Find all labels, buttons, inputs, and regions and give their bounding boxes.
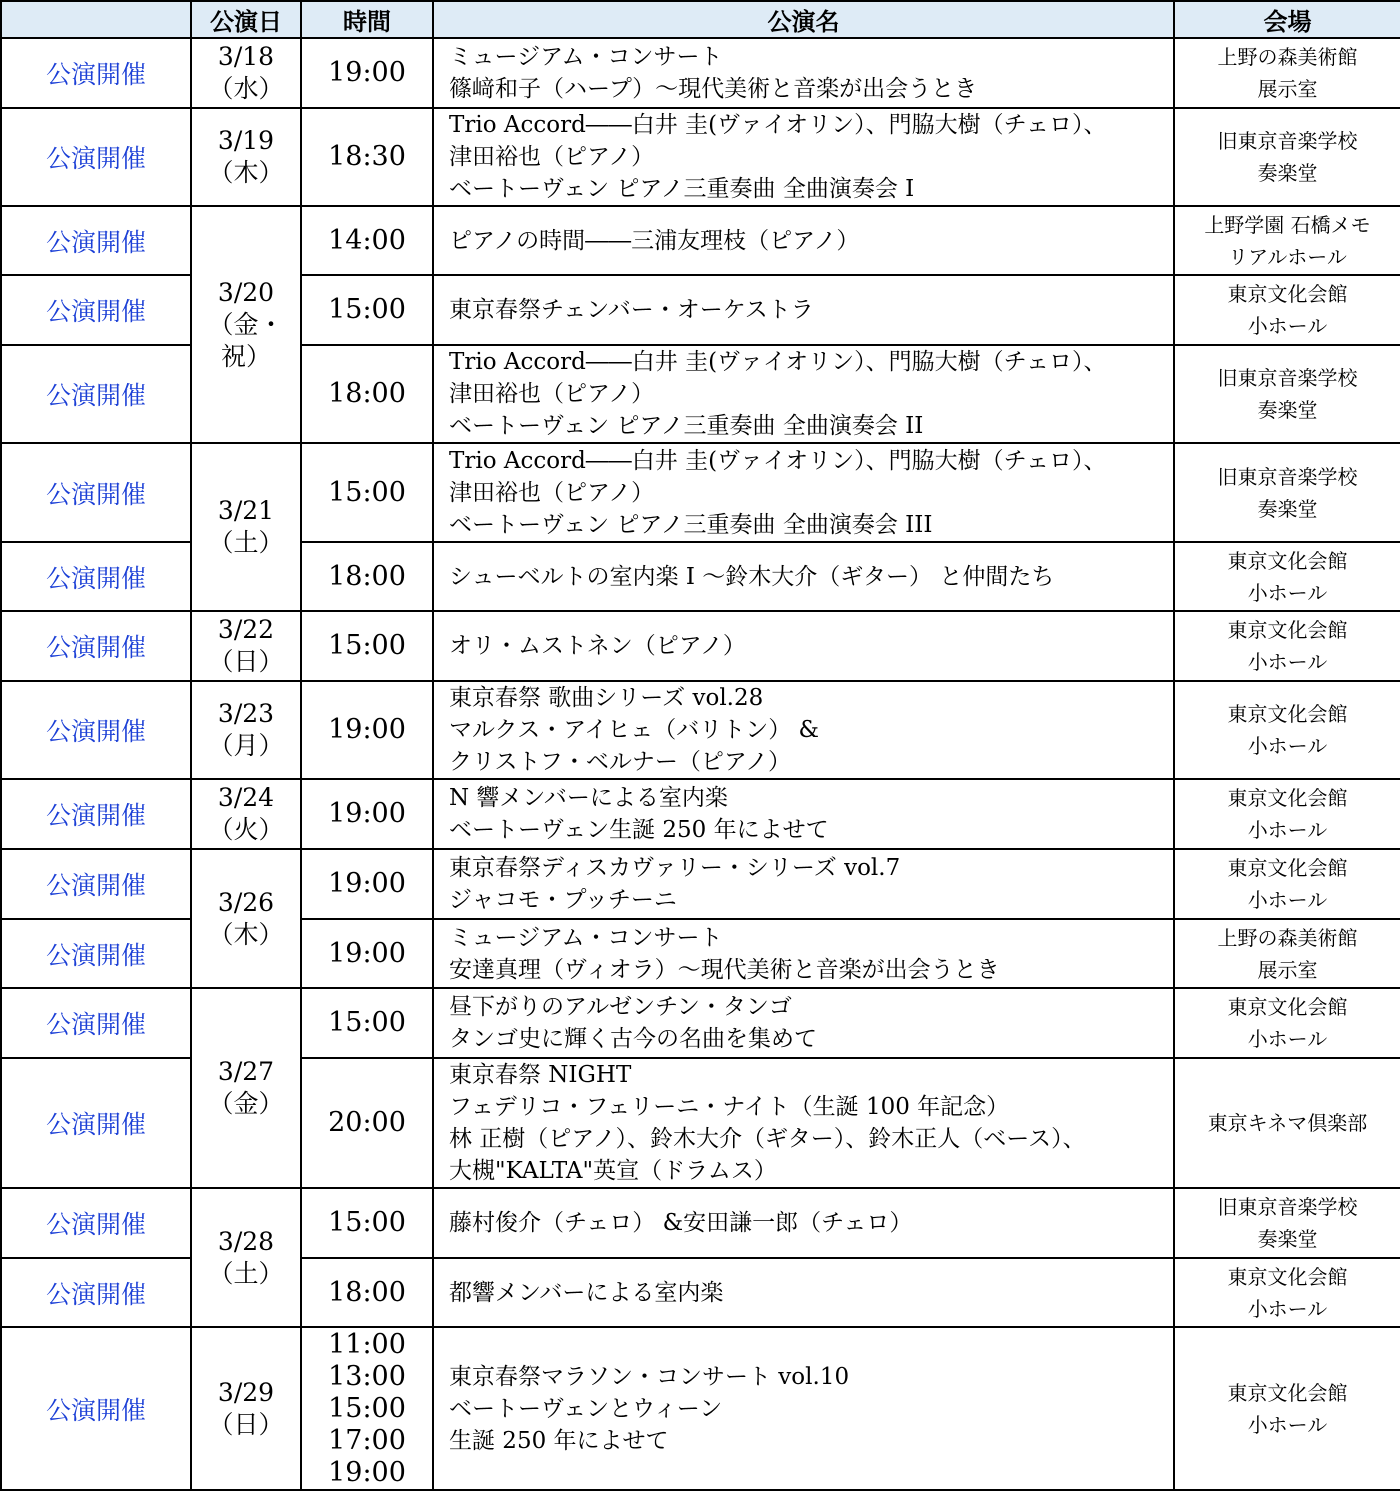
table-row: [1, 1188, 1400, 1258]
time-cell: [301, 38, 433, 108]
time-cell-line: 15:00: [328, 1392, 406, 1424]
date-cell-line: （日）: [208, 1409, 284, 1439]
title-cell: [433, 988, 1174, 1058]
venue-cell-line: 小ホール: [1247, 580, 1328, 605]
venue-cell-line: 旧東京音楽学校: [1217, 366, 1358, 390]
header-status: [1, 1, 191, 38]
venue-cell-line: 旧東京音楽学校: [1217, 1195, 1358, 1219]
venue-cell-line: 東京文化会館: [1227, 282, 1348, 306]
venue-cell: [1174, 611, 1400, 681]
time-cell-line: 15:00: [328, 1207, 406, 1238]
time-cell-line: 18:00: [328, 1276, 406, 1308]
venue-cell-line: 小ホール: [1247, 1296, 1328, 1321]
time-cell: [301, 1188, 433, 1258]
title-cell-line: 津田裕也（ピアノ）: [449, 144, 655, 170]
time-cell-line: 13:00: [328, 1360, 406, 1392]
table-row: [1, 779, 1400, 849]
date-cell-line: （土）: [208, 528, 284, 557]
time-cell: [301, 611, 433, 681]
time-cell: [301, 681, 433, 779]
date-cell-line: 3/29: [217, 1377, 275, 1407]
time-cell-line: 18:30: [328, 141, 406, 172]
title-cell-line: 東京春祭チェンバー・オーケストラ: [449, 297, 814, 323]
table-row: [1, 443, 1400, 542]
date-cell-line: 3/24: [217, 783, 275, 812]
date-cell-line: 3/28: [217, 1226, 275, 1256]
date-cell: [191, 681, 301, 779]
date-cell-line: 祝）: [220, 341, 271, 371]
venue-cell: [1174, 443, 1400, 542]
header-title: 公演名: [433, 1, 1174, 38]
table-row: [1, 38, 1400, 108]
venue-cell-line: リアルホール: [1228, 244, 1347, 269]
time-cell-line: 11:00: [328, 1328, 406, 1360]
date-cell-line: 3/21: [217, 496, 275, 525]
title-cell: [433, 779, 1174, 849]
date-cell: [191, 443, 301, 611]
status-link[interactable]: 公演開催: [1, 681, 191, 779]
date-cell-line: （土）: [208, 1258, 284, 1288]
title-cell-line: 安達真理（ヴィオラ）～現代美術と音楽が出会うとき: [449, 956, 1000, 983]
date-cell-line: （水）: [208, 74, 284, 103]
date-cell-line: 3/27: [217, 1057, 275, 1086]
venue-cell-line: 東京文化会館: [1227, 1264, 1348, 1289]
status-link[interactable]: 公演開催: [1, 988, 191, 1058]
status-link[interactable]: 公演開催: [1, 849, 191, 919]
venue-cell-line: 小ホール: [1247, 1027, 1328, 1051]
title-cell-line: ベートーヴェン ピアノ三重奏曲 全曲演奏会 III: [449, 511, 933, 538]
title-cell-line: 大槻"KALTA"英宣（ドラムス）: [449, 1158, 777, 1184]
status-link[interactable]: 公演開催: [1, 443, 191, 542]
table-row: [1, 206, 1400, 275]
date-cell-line: （金・: [208, 309, 284, 339]
time-cell: [301, 988, 433, 1058]
venue-cell-line: 東京文化会館: [1227, 618, 1348, 642]
time-cell: [301, 206, 433, 275]
title-cell-line: 津田裕也（ピアノ）: [449, 381, 655, 407]
header-row: [1, 1, 1400, 38]
status-link[interactable]: 公演開催: [1, 206, 191, 275]
title-cell-line: ベートーヴェン生誕 250 年によせて: [449, 817, 829, 843]
time-cell: [301, 1258, 433, 1327]
status-link[interactable]: 公演開催: [1, 611, 191, 681]
header-date: 公演日: [191, 1, 301, 38]
status-link[interactable]: 公演開催: [1, 919, 191, 988]
time-cell: [301, 542, 433, 611]
status-link[interactable]: 公演開催: [1, 38, 191, 108]
venue-cell-line: 東京文化会館: [1227, 856, 1348, 880]
title-cell: [433, 1327, 1174, 1490]
date-cell-line: （木）: [208, 919, 284, 949]
table-row: [1, 849, 1400, 919]
title-cell-line: N 響メンバーによる室内楽: [449, 785, 728, 811]
venue-cell-line: 東京文化会館: [1227, 1380, 1348, 1405]
date-cell-line: 3/22: [217, 615, 275, 644]
title-cell-line: ベートーヴェンとウィーン: [449, 1395, 723, 1422]
time-cell-line: 17:00: [328, 1424, 406, 1456]
venue-cell: [1174, 542, 1400, 611]
venue-cell-line: 展示室: [1257, 77, 1318, 101]
time-cell: [301, 443, 433, 542]
title-cell-line: ピアノの時間――三浦友理枝（ピアノ）: [449, 227, 860, 254]
date-cell: [191, 849, 301, 988]
title-cell-line: 生誕 250 年によせて: [449, 1427, 669, 1454]
date-cell: [191, 108, 301, 206]
title-cell-line: タンゴ史に輝く古今の名曲を集めて: [449, 1026, 817, 1052]
title-cell-line: Trio Accord――白井 圭(ヴァイオリン）、門脇大樹（チェロ）、: [449, 349, 1107, 375]
time-cell-line: 19:00: [328, 1456, 406, 1488]
title-cell: [433, 681, 1174, 779]
time-cell-line: 14:00: [328, 224, 406, 256]
time-cell: [301, 1327, 433, 1490]
venue-cell-line: 上野の森美術館: [1217, 925, 1358, 950]
status-link[interactable]: 公演開催: [1, 1258, 191, 1327]
status-link[interactable]: 公演開催: [1, 1058, 191, 1188]
title-cell: [433, 611, 1174, 681]
date-cell: [191, 988, 301, 1188]
time-cell-line: 15:00: [328, 1007, 406, 1038]
schedule-body: [1, 38, 1400, 1490]
venue-cell: [1174, 1188, 1400, 1258]
venue-cell-line: 奏楽堂: [1257, 161, 1318, 185]
title-cell-line: 林 正樹（ピアノ）、鈴木大介（ギター）、鈴木正人（ベース）、: [449, 1126, 1086, 1152]
date-cell-line: （火）: [208, 815, 284, 844]
venue-cell-line: 展示室: [1257, 957, 1318, 982]
status-link[interactable]: 公演開催: [1, 1327, 191, 1490]
time-cell-line: 19:00: [328, 714, 406, 745]
title-cell-line: 東京春祭ディスカヴァリー・シリーズ vol.7: [449, 855, 901, 881]
venue-cell-line: 小ホール: [1247, 734, 1328, 758]
date-cell-line: 3/19: [217, 126, 275, 155]
title-cell-line: オリ・ムストネン（ピアノ）: [449, 633, 746, 659]
venue-cell-line: 上野学園 石橋メモ: [1204, 212, 1371, 237]
title-cell-line: 津田裕也（ピアノ）: [449, 479, 655, 506]
status-link[interactable]: 公演開催: [1, 108, 191, 206]
venue-cell: [1174, 1058, 1400, 1188]
status-link[interactable]: 公演開催: [1, 779, 191, 849]
title-cell: [433, 275, 1174, 345]
table-row: [1, 681, 1400, 779]
title-cell-line: 東京春祭マラソン・コンサート vol.10: [449, 1363, 850, 1390]
date-cell-line: （月）: [208, 731, 284, 760]
table-row: [1, 988, 1400, 1058]
venue-cell-line: 東京文化会館: [1227, 702, 1348, 726]
time-cell-line: 18:00: [328, 560, 406, 592]
title-cell: [433, 206, 1174, 275]
time-cell-line: 15:00: [328, 476, 406, 508]
venue-cell-line: 東京文化会館: [1227, 995, 1348, 1019]
title-cell: [433, 443, 1174, 542]
venue-cell-line: 旧東京音楽学校: [1217, 464, 1358, 489]
header-venue: 会場: [1174, 1, 1400, 38]
venue-cell-line: 奏楽堂: [1257, 398, 1318, 422]
title-cell-line: 東京春祭 NIGHT: [449, 1062, 632, 1088]
date-cell-line: （金）: [208, 1089, 284, 1118]
date-cell: [191, 206, 301, 443]
title-cell: [433, 919, 1174, 988]
title-cell-line: 都響メンバーによる室内楽: [449, 1279, 724, 1306]
title-cell-line: シューベルトの室内楽 I ～鈴木大介（ギター） と仲間たち: [449, 563, 1055, 590]
date-cell: [191, 779, 301, 849]
venue-cell: [1174, 38, 1400, 108]
time-cell-line: 15:00: [328, 630, 406, 661]
title-cell-line: 藤村俊介（チェロ） &安田謙一郎（チェロ）: [449, 1210, 913, 1236]
status-link[interactable]: 公演開催: [1, 275, 191, 345]
title-cell-line: ミュージアム・コンサート: [449, 924, 723, 951]
title-cell: [433, 849, 1174, 919]
header-time: 時間: [301, 1, 433, 38]
venue-cell: [1174, 275, 1400, 345]
time-cell: [301, 779, 433, 849]
title-cell-line: ベートーヴェン ピアノ三重奏曲 全曲演奏会 I: [449, 176, 915, 202]
title-cell-line: ジャコモ・プッチーニ: [449, 887, 677, 913]
title-cell: [433, 1188, 1174, 1258]
title-cell: [433, 108, 1174, 206]
venue-cell-line: 小ホール: [1247, 818, 1328, 842]
title-cell: [433, 1258, 1174, 1327]
date-cell-line: 3/20: [217, 277, 275, 307]
date-cell-line: 3/18: [217, 42, 275, 71]
time-cell: [301, 849, 433, 919]
title-cell-line: Trio Accord――白井 圭(ヴァイオリン）、門脇大樹（チェロ）、: [449, 112, 1107, 138]
title-cell: [433, 38, 1174, 108]
title-cell-line: フェデリコ・フェリーニ・ナイト（生誕 100 年記念）: [449, 1094, 1010, 1120]
venue-cell-line: 小ホール: [1247, 314, 1328, 338]
time-cell-line: 19:00: [328, 798, 406, 829]
status-link[interactable]: 公演開催: [1, 345, 191, 443]
venue-cell-line: 東京キネマ倶楽部: [1207, 1111, 1368, 1135]
venue-cell: [1174, 779, 1400, 849]
title-cell: [433, 345, 1174, 443]
venue-cell-line: 東京文化会館: [1227, 786, 1348, 810]
date-cell: [191, 1188, 301, 1327]
venue-cell-line: 奏楽堂: [1257, 496, 1318, 521]
table-row: [1, 1327, 1400, 1490]
time-cell-line: 18:00: [328, 378, 406, 409]
status-link[interactable]: 公演開催: [1, 1188, 191, 1258]
venue-cell-line: 小ホール: [1247, 888, 1328, 912]
venue-cell: [1174, 988, 1400, 1058]
status-link[interactable]: 公演開催: [1, 542, 191, 611]
venue-cell-line: 上野の森美術館: [1217, 45, 1358, 69]
table-row: [1, 611, 1400, 681]
title-cell-line: 篠﨑和子（ハープ）～現代美術と音楽が出会うとき: [449, 76, 978, 102]
time-cell-line: 19:00: [328, 937, 406, 969]
time-cell-line: 15:00: [328, 294, 406, 325]
title-cell-line: 東京春祭 歌曲シリーズ vol.28: [449, 685, 764, 711]
title-cell-line: ミュージアム・コンサート: [449, 44, 723, 70]
venue-cell-line: 小ホール: [1247, 650, 1328, 674]
venue-cell-line: 東京文化会館: [1227, 548, 1348, 573]
time-cell: [301, 275, 433, 345]
date-cell: [191, 611, 301, 681]
venue-cell: [1174, 206, 1400, 275]
table-row: [1, 108, 1400, 206]
date-cell: [191, 38, 301, 108]
venue-cell: [1174, 1258, 1400, 1327]
venue-cell: [1174, 849, 1400, 919]
title-cell-line: クリストフ・ベルナー（ピアノ）: [449, 749, 792, 775]
venue-cell-line: 奏楽堂: [1257, 1227, 1318, 1251]
date-cell: [191, 1327, 301, 1490]
title-cell: [433, 1058, 1174, 1188]
venue-cell: [1174, 1327, 1400, 1490]
venue-cell-line: 小ホール: [1247, 1412, 1328, 1437]
time-cell: [301, 919, 433, 988]
venue-cell: [1174, 681, 1400, 779]
time-cell-line: 19:00: [328, 868, 406, 899]
time-cell: [301, 1058, 433, 1188]
venue-cell-line: 旧東京音楽学校: [1217, 129, 1358, 153]
title-cell-line: マルクス・アイヒェ（バリトン） &: [449, 717, 820, 743]
time-cell-line: 20:00: [328, 1107, 406, 1138]
date-cell-line: 3/23: [217, 699, 275, 728]
time-cell: [301, 108, 433, 206]
title-cell-line: ベートーヴェン ピアノ三重奏曲 全曲演奏会 II: [449, 413, 924, 439]
time-cell-line: 19:00: [328, 57, 406, 88]
date-cell-line: （日）: [208, 647, 284, 676]
date-cell-line: （木）: [208, 158, 284, 187]
title-cell-line: 昼下がりのアルゼンチン・タンゴ: [449, 994, 792, 1020]
title-cell-line: Trio Accord――白井 圭(ヴァイオリン）、門脇大樹（チェロ）、: [449, 447, 1107, 474]
time-cell: [301, 345, 433, 443]
date-cell-line: 3/26: [217, 887, 275, 917]
title-cell: [433, 542, 1174, 611]
venue-cell: [1174, 345, 1400, 443]
venue-cell: [1174, 919, 1400, 988]
venue-cell: [1174, 108, 1400, 206]
